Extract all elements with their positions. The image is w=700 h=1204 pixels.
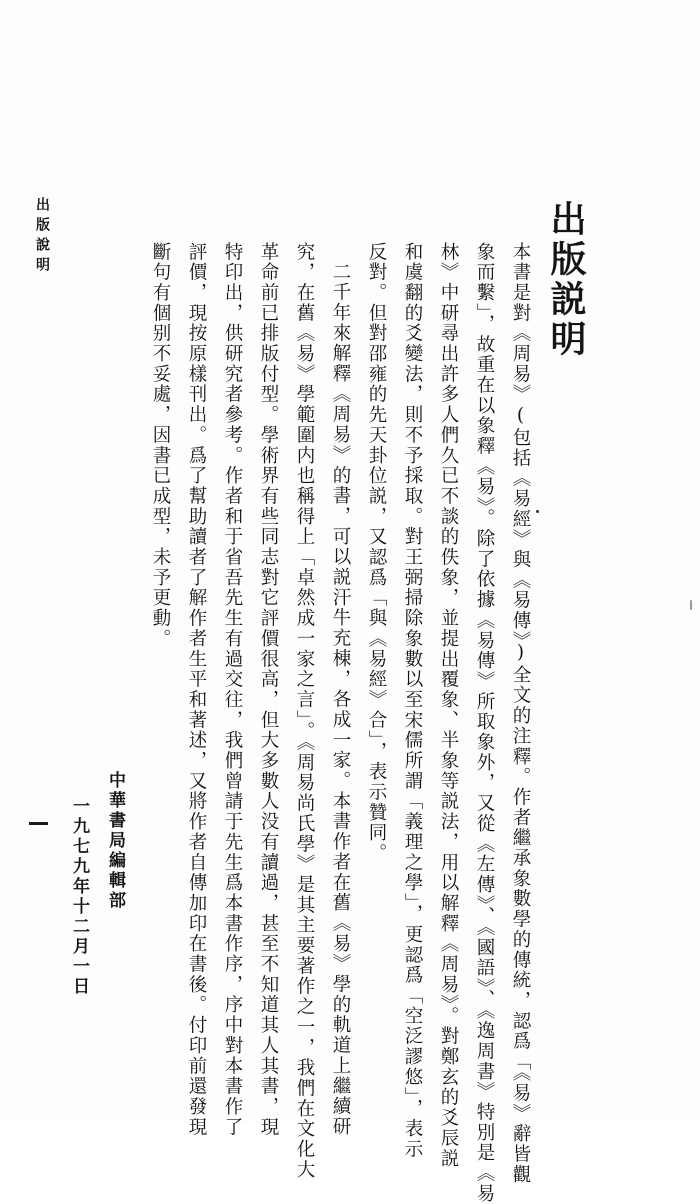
text-column: 象而繫」，故重在以象釋《易》。除了依據《易傳》所取象外，又從《左傳》、《國語》、《逸周書》特別是《易 <box>474 242 495 1204</box>
ink-speck <box>690 600 692 610</box>
text-column: 特印出，供研究者參考。作者和于省吾先生有過交往，我們曾請于先生爲本書作序，序中對本書作了 <box>222 242 243 1138</box>
ink-speck <box>536 510 539 513</box>
text-column: 評價，現按原樣刊出。爲了幫助讀者了解作者生平和著述，又將作者自傳加印在書後。付印前還發現 <box>186 242 207 1138</box>
text-column: 林》中研尋出許多人們久已不談的佚象，並提出覆象、半象等説法，用以解釋《周易》。對鄭玄的爻辰説 <box>438 242 459 1169</box>
publication-date: 一九七九年十二月一日 <box>69 797 89 997</box>
text-column: 究，在舊《易》學範圍内也稱得上「卓然成一家之言」。《周易尚氏學》是其主要著作之一，我們在文化大 <box>294 242 315 1180</box>
text-column: 斷句有個别不妥處，因書已成型，未予更動。 <box>150 242 171 649</box>
page-title: 出版説明 <box>545 200 587 360</box>
text-column: 反對。但對邵雍的先天卦位説，又認爲「與《易經》合」，表示贊同。 <box>366 242 387 864</box>
text-column: 二千年來解釋《周易》的書，可以説汗牛充棟，各成一家。本書作者在舊《易》學的軌道上繼續研 <box>330 262 351 1138</box>
text-column: 革命前已排版付型。學術界有些同志對它評價很高，但大多數人没有讀過，甚至不知道其人其書，現 <box>258 242 279 1138</box>
running-head: 出版說明 <box>34 197 50 277</box>
folio-mark <box>29 822 48 825</box>
text-column: 本書是對《周易》(包括《易經》與《易傳》)全文的注釋。作者繼承象數學的傳統，認爲「《易》辭皆觀 <box>510 242 531 1185</box>
text-column: 和虞翻的爻變法，則不予採取。對王弼掃除象數以至宋儒所謂「義理之學」，更認爲「空泛謬悠」，表示 <box>402 242 423 1160</box>
publisher-signature: 中華書局編輯部 <box>105 771 125 911</box>
